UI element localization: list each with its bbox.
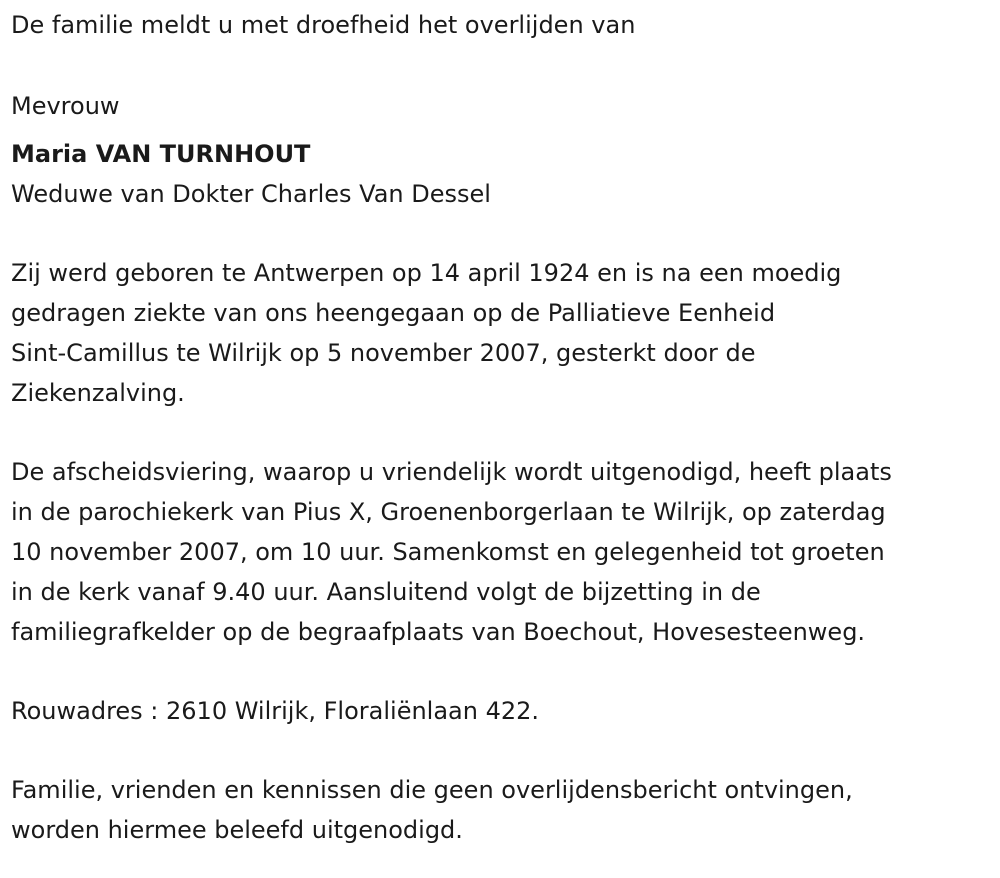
paragraph-line: worden hiermee beleefd uitgenodigd. [11, 816, 463, 844]
paragraph-line: De afscheidsviering, waarop u vriendelijk wordt uitgenodigd, heeft plaats [11, 458, 892, 486]
deceased-name: Maria VAN TURNHOUT [11, 140, 311, 168]
ceremony-paragraph [11, 452, 996, 652]
closing-paragraph [11, 770, 996, 850]
intro-text: De familie meldt u met droefheid het overlijden van [11, 11, 636, 39]
paragraph-line: Ziekenzalving. [11, 379, 185, 407]
address-paragraph [11, 691, 996, 731]
mourning-address: Rouwadres : 2610 Wilrijk, Floraliënlaan 422. [11, 697, 540, 725]
paragraph-line: in de kerk vanaf 9.40 uur. Aansluitend volgt de bijzetting in de [11, 578, 761, 606]
paragraph-line: familiegrafkelder op de begraafplaats van Boechout, Hovesesteenweg. [11, 618, 866, 646]
death-notice [11, 0, 996, 850]
paragraph-line: gedragen ziekte van ons heengegaan op de Palliatieve Eenheid [11, 299, 776, 327]
paragraph-line: 10 november 2007, om 10 uur. Samenkomst en gelegenheid tot groeten [11, 538, 885, 566]
paragraph-line: Familie, vrienden en kennissen die geen overlijdensbericht ontvingen, [11, 776, 853, 804]
spouse-line: Weduwe van Dokter Charles Van Dessel [11, 180, 491, 208]
paragraph-line: Sint-Camillus te Wilrijk op 5 november 2007, gesterkt door de [11, 339, 756, 367]
salutation: Mevrouw [11, 92, 120, 120]
paragraph-line: Zij werd geboren te Antwerpen op 14 april 1924 en is na een moedig [11, 259, 842, 287]
birth-death-paragraph [11, 253, 996, 413]
paragraph-line: in de parochiekerk van Pius X, Groenenborgerlaan te Wilrijk, op zaterdag [11, 498, 886, 526]
